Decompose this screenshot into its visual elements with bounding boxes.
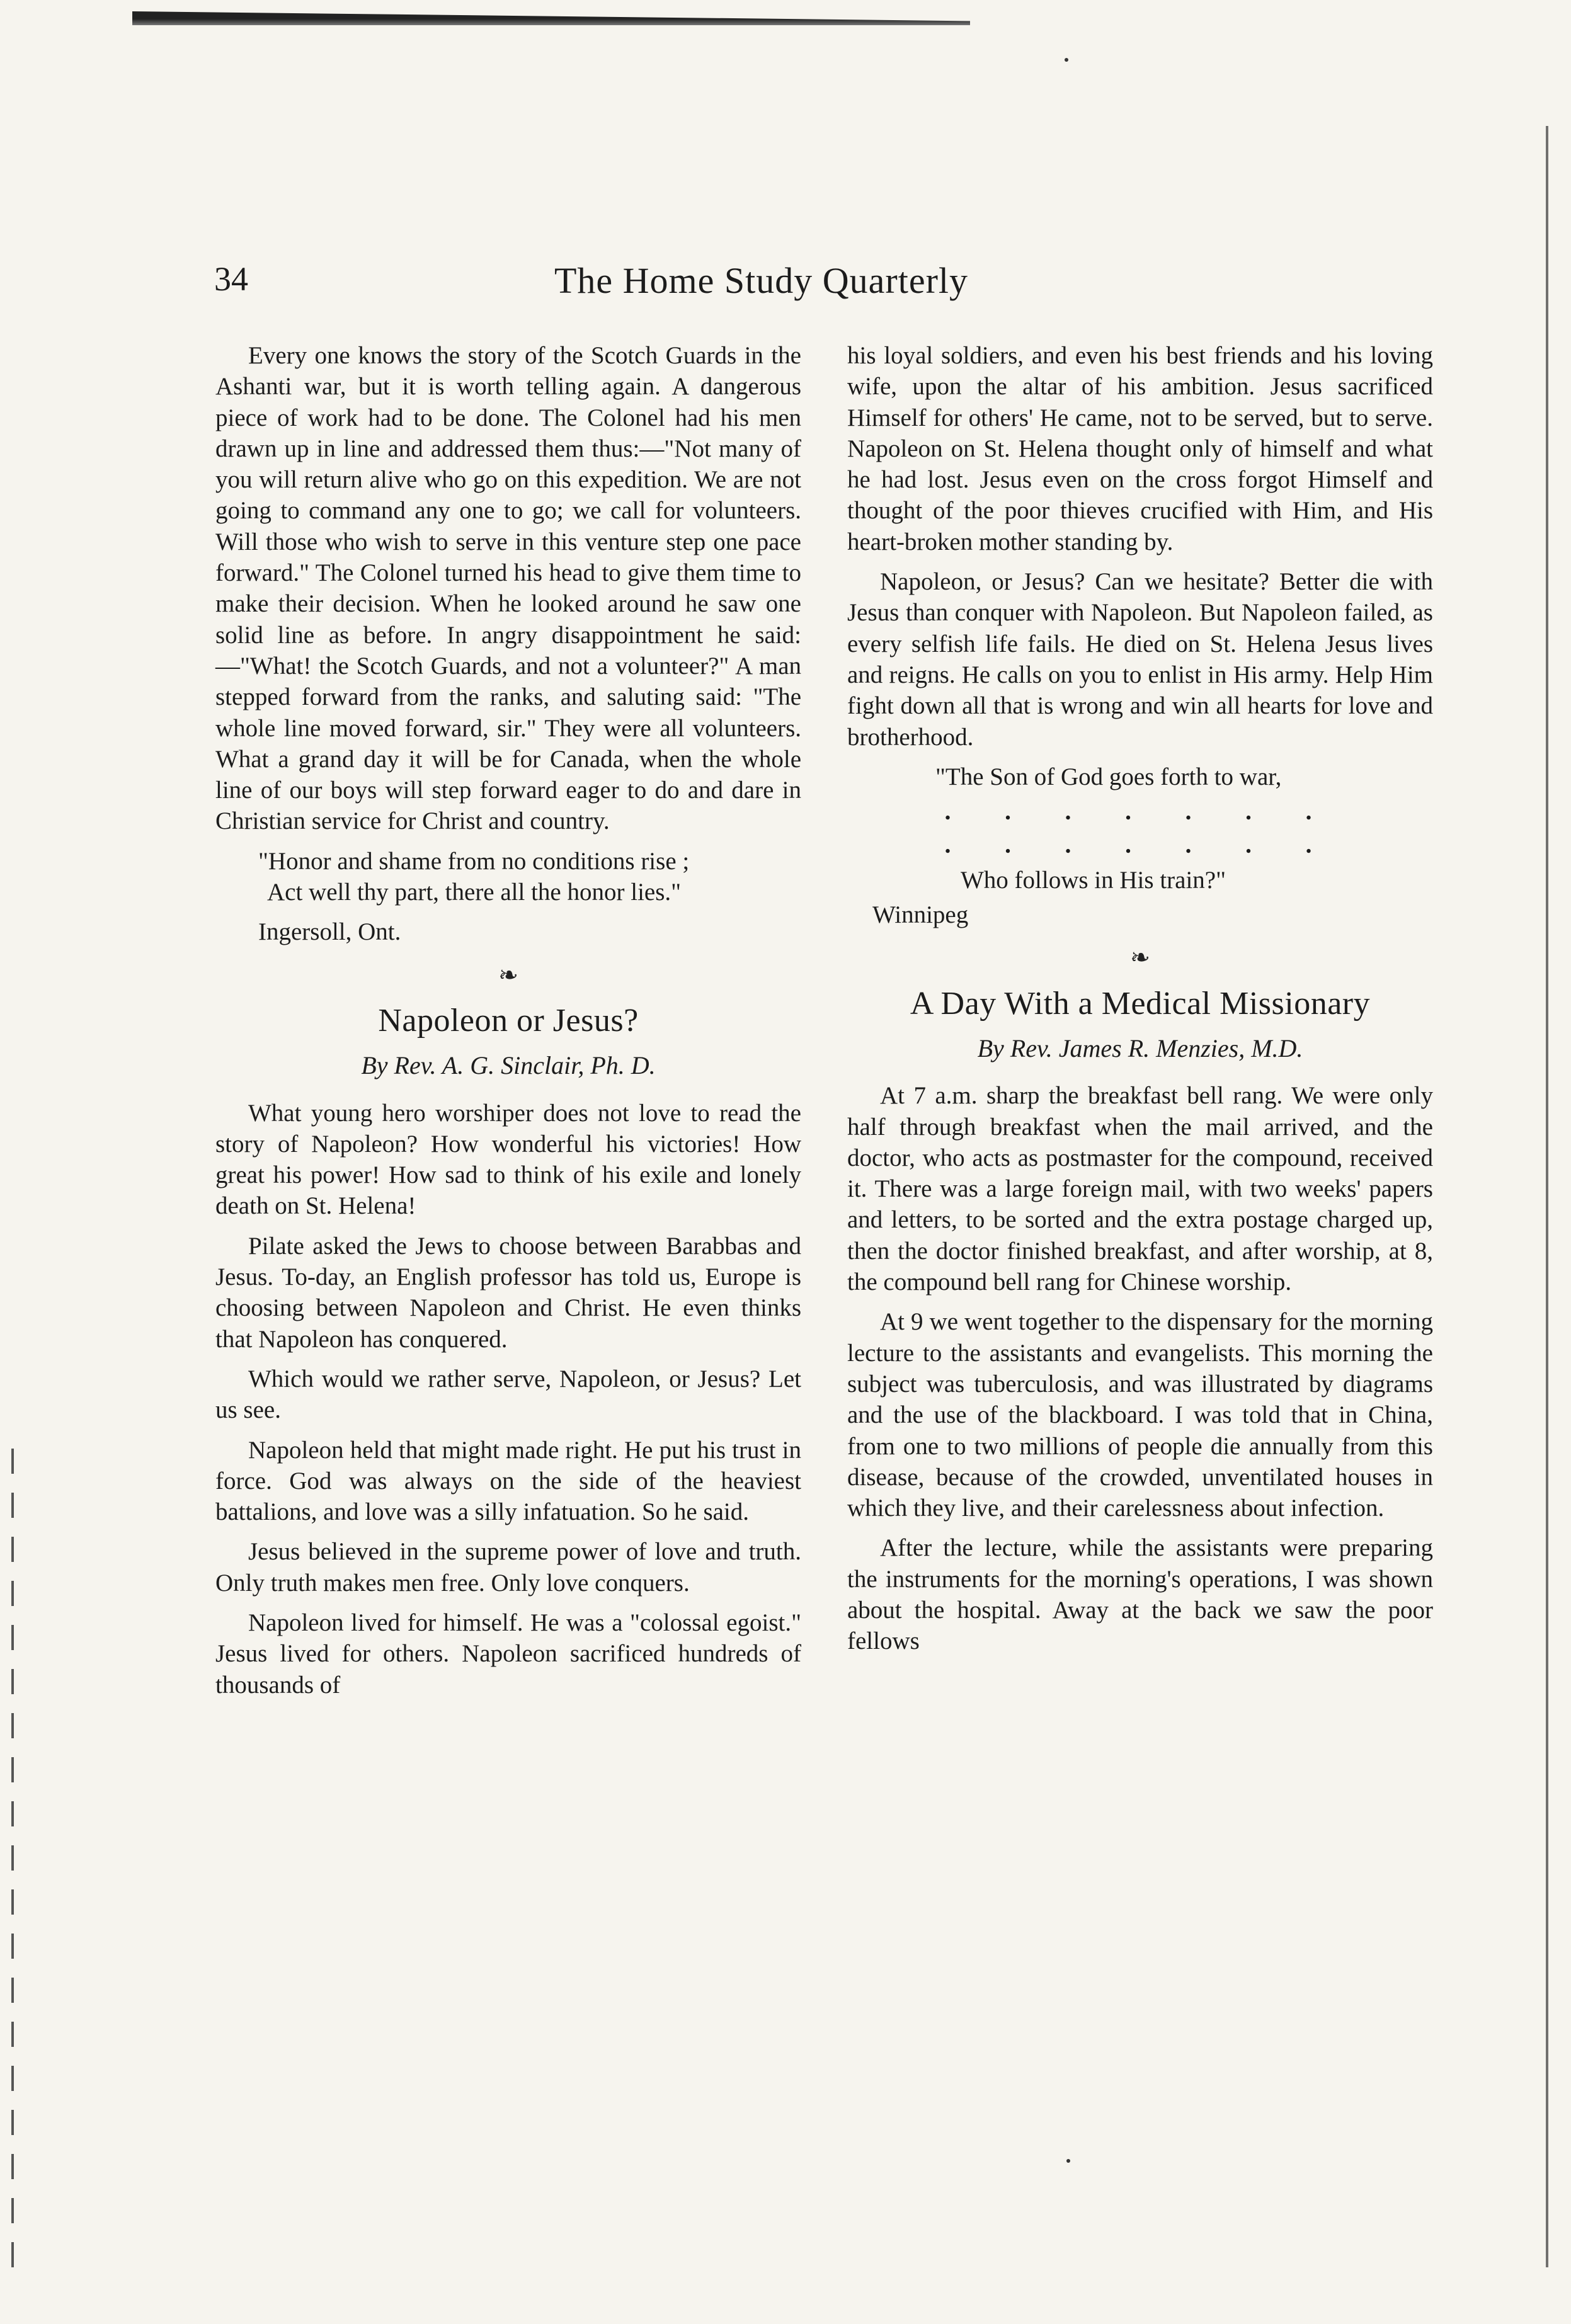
- body-paragraph: At 7 a.m. sharp the breakfast bell rang. We were only half through breakfast when the mail arrived, and the doctor, who acts as postmaster for the compound, received it. There was a large foreign mail, with two weeks' papers and letters, to be sorted and the extra postage charged up, then the doctor finished breakfast, and after worship, at 8, the compound bell rang for Chinese worship.: [847, 1082, 1433, 1296]
- body-paragraph: Which would we rather serve, Napoleon, or Jesus? Let us see.: [215, 1365, 801, 1424]
- article-byline: By Rev. A. G. Sinclair, Ph. D.: [361, 1051, 656, 1080]
- quote-block: [215, 846, 801, 908]
- page-number: 34: [214, 260, 248, 298]
- body-paragraph: What young hero worshiper does not love to read the story of Napoleon? How wonderful his victories! How great his power! How sad to think of his exile and lonely death on St. Helena!: [215, 1099, 801, 1220]
- verse-ellipsis: . . . . . . .: [944, 831, 1336, 859]
- verse-line: Who follows in His train?": [961, 866, 1226, 894]
- right-column: [847, 340, 1433, 1666]
- page-header: [214, 259, 1109, 310]
- left-column: [215, 340, 801, 1709]
- quote-line: Act well thy part, there all the honor lies.": [267, 879, 682, 906]
- body-paragraph: Jesus believed in the supreme power of love and truth. Only truth makes men free. Only love conquers.: [215, 1538, 801, 1597]
- body-paragraph: his loyal soldiers, and even his best friends and his loving wife, upon the altar of his ambition. Jesus sacrificed Himself for others' He came, not to be served, but to serve. Napoleon on St. Helena thought only of himself and what he had lost. Jesus even on the cross forgot Himself and thought of the poor thieves crucified with Him, and His heart-broken mother standing by.: [847, 342, 1433, 555]
- ornament-icon: ❧: [1130, 945, 1150, 972]
- page-edge-right: [1546, 126, 1557, 2267]
- verse-line: "The Son of God goes forth to war,: [935, 763, 1282, 790]
- body-paragraph: Napoleon, or Jesus? Can we hesitate? Better die with Jesus than conquer with Napoleon. But Napoleon failed, as every selfish life fails. He died on St. Helena Jesus lives and reigns. He calls on you to enlist in His army. Help Him fight down all that is wrong and win all hearts for love and brotherhood.: [847, 568, 1433, 751]
- body-paragraph: At 9 we went together to the dispensary for the morning lecture to the assistants and evangelists. This morning the subject was tuberculosis, and was illustrated by diagrams and the use of the blackboard. I was told that in China, from one to two millions of people die annually from this disease, because of the crowded, unventilated houses in which they live, and their carelessness about infection.: [847, 1308, 1433, 1522]
- body-paragraph: Napoleon held that might made right. He put his trust in force. God was always on the side of the heaviest battalions, and love was a silly infatuation. So he said.: [215, 1436, 801, 1526]
- running-title: The Home Study Quarterly: [554, 260, 969, 301]
- article1-paragraph: Every one knows the story of the Scotch Guards in the Ashanti war, but it is worth telling again. A dangerous piece of work had to be done. The Colonel had his men drawn up in line and addressed them thus:—"Not many of you will return alive who go on this expedition. We are not going to command any one to go; we call for volunteers. Will those who wish to serve in this venture step one pace forward." The Colonel turned his head to give them time to make their decision. When he looked around he saw one solid line as before. In angry disappointment he said:—"What! the Scotch Guards, and not a volunteer?" A man stepped forward from the ranks, and saluting said: "The whole line moved forward, sir." They were all volunteers. What a grand day it will be for Canada, when the whole line of our boys will step forward eager to do and dare in Christian service for Christ and country.: [215, 342, 801, 835]
- page-edge-left: [11, 1449, 14, 2267]
- body-paragraph: Pilate asked the Jews to choose between Barabbas and Jesus. To-day, an English professor has told us, Europe is choosing between Napoleon and Christ. He even thinks that Napoleon has conquered.: [215, 1232, 801, 1353]
- scan-speck: [1066, 2159, 1070, 2163]
- top-scan-rule: [132, 11, 970, 25]
- body-paragraph: After the lecture, while the assistants were preparing the instruments for the morning's operations, I was shown about the hospital. Away at the back we saw the poor fellows: [847, 1534, 1433, 1655]
- verse-ellipsis: . . . . . . .: [944, 798, 1336, 826]
- scan-speck: [1065, 58, 1068, 62]
- signature: Winnipeg: [872, 901, 969, 929]
- article-title: A Day With a Medical Missionary: [910, 985, 1371, 1022]
- ornament-icon: ❧: [498, 962, 518, 989]
- body-paragraph: Napoleon lived for himself. He was a "colossal egoist." Jesus lived for others. Napoleon sacrificed hundreds of thousands of: [215, 1609, 801, 1699]
- quote-line: "Honor and shame from no conditions rise ;: [258, 847, 690, 875]
- article-byline: By Rev. James R. Menzies, M.D.: [977, 1034, 1303, 1062]
- article-title: Napoleon or Jesus?: [378, 1002, 639, 1039]
- signature: Ingersoll, Ont.: [258, 918, 401, 946]
